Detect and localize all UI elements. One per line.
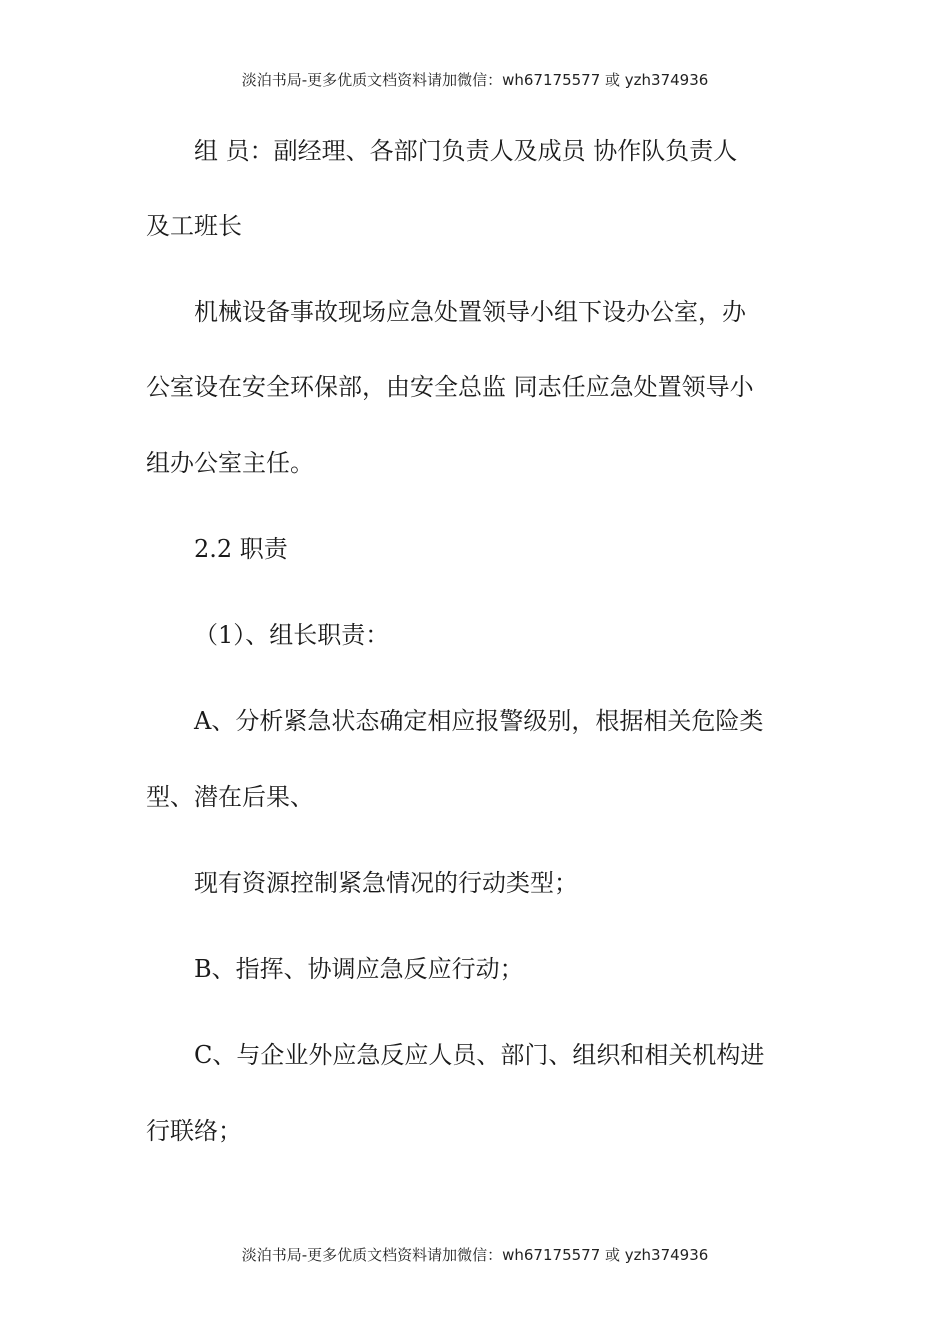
sub-heading: （1）、组长职责： <box>194 621 390 649</box>
paragraph-line: 型、潜在后果、 <box>146 783 314 811</box>
paragraph-line: 公室设在安全环保部，由安全总监 同志任应急处置领导小 <box>146 373 754 401</box>
paragraph-line: 组办公室主任。 <box>146 449 314 477</box>
paragraph-line: B、指挥、协调应急反应行动； <box>194 955 524 983</box>
page-header-watermark: 淡泊书局-更多优质文档资料请加微信：wh67175577 或 yzh374936 <box>241 71 709 89</box>
paragraph-line: 组 员：副经理、各部门负责人及成员 协作队负责人 <box>194 137 738 165</box>
paragraph-line: 及工班长 <box>146 212 242 240</box>
paragraph-line: A、分析紧急状态确定相应报警级别，根据相关危险类 <box>194 707 764 735</box>
paragraph-line: C、与企业外应急反应人员、部门、组织和相关机构进 <box>194 1041 765 1069</box>
section-heading: 2.2 职责 <box>194 535 288 563</box>
paragraph-line: 现有资源控制紧急情况的行动类型； <box>194 869 578 897</box>
paragraph-line: 机械设备事故现场应急处置领导小组下设办公室，办 <box>194 298 746 326</box>
page-footer-watermark: 淡泊书局-更多优质文档资料请加微信：wh67175577 或 yzh374936 <box>241 1246 709 1264</box>
paragraph-line: 行联络； <box>146 1117 242 1145</box>
